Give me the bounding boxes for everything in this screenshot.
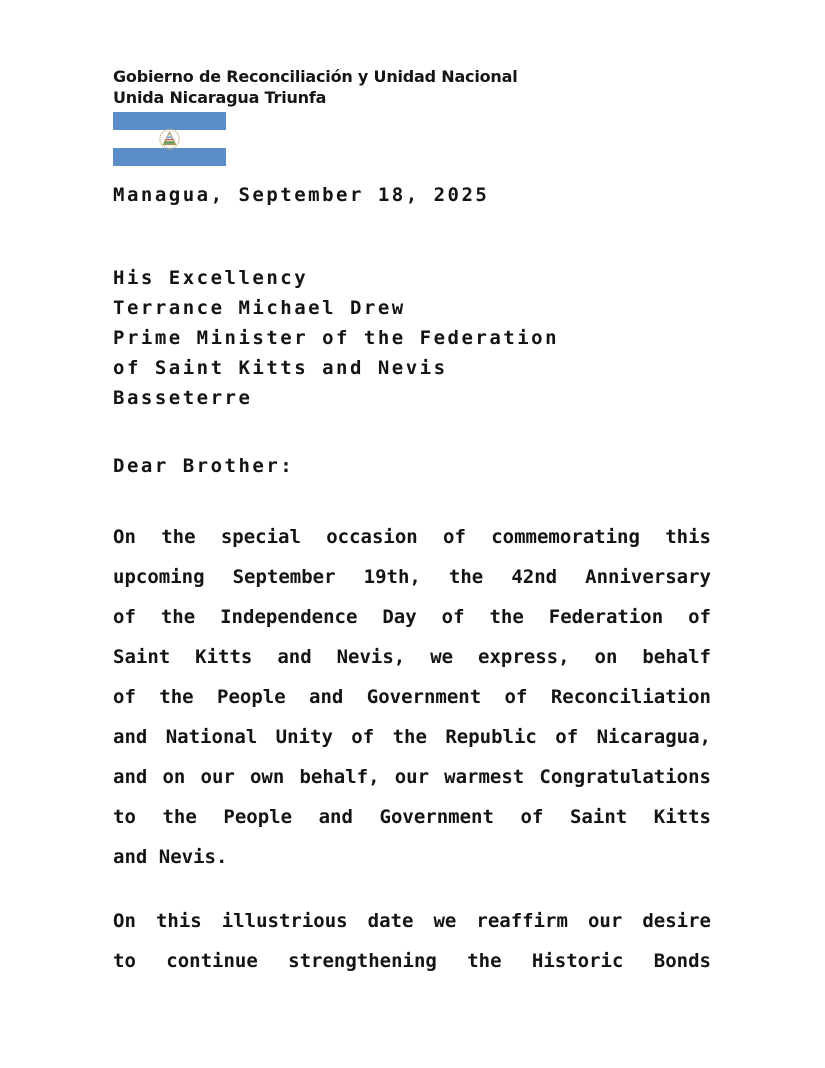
- recipient-line: His Excellency: [113, 267, 309, 289]
- recipient-line: Basseterre: [113, 387, 253, 409]
- letter-body-line: to continue strengthening the Historic Bonds: [113, 950, 711, 972]
- letter-body-line: upcoming September 19th, the 42nd Anniversary: [113, 566, 711, 588]
- letter-body-line: and National Unity of the Republic of Nicaragua,: [113, 726, 711, 748]
- letter-paragraph: [113, 517, 711, 877]
- letterhead-line-2: Unida Nicaragua Triunfa: [113, 88, 327, 107]
- letter-body-line: On this illustrious date we reaffirm our desire: [113, 910, 711, 932]
- recipient-line: of Saint Kitts and Nevis: [113, 357, 448, 379]
- recipient-line: Prime Minister of the Federation: [113, 327, 560, 349]
- letter-body-line: Saint Kitts and Nevis, we express, on behalf: [113, 646, 711, 668]
- recipient-block: [113, 263, 559, 413]
- salutation: Dear Brother:: [113, 455, 295, 477]
- letter-body: [113, 517, 711, 981]
- letter-body-line: to the People and Government of Saint Kitts: [113, 806, 711, 828]
- letter-body-line: On the special occasion of commemorating this: [113, 526, 711, 548]
- letter-body-line: of the People and Government of Reconciliation: [113, 686, 711, 708]
- letterhead-line-1: Gobierno de Reconciliación y Unidad Nacional: [113, 67, 518, 86]
- letterhead: [113, 66, 518, 108]
- date-line: Managua, September 18, 2025: [113, 184, 490, 206]
- letter-body-line: of the Independence Day of the Federation of: [113, 606, 711, 628]
- letter-paragraph: [113, 901, 711, 981]
- letter-body-line: and Nevis.: [113, 846, 228, 868]
- nicaragua-flag-image: [113, 112, 226, 166]
- letter-body-line: and on our own behalf, our warmest Congratulations: [113, 766, 711, 788]
- recipient-line: Terrance Michael Drew: [113, 297, 406, 319]
